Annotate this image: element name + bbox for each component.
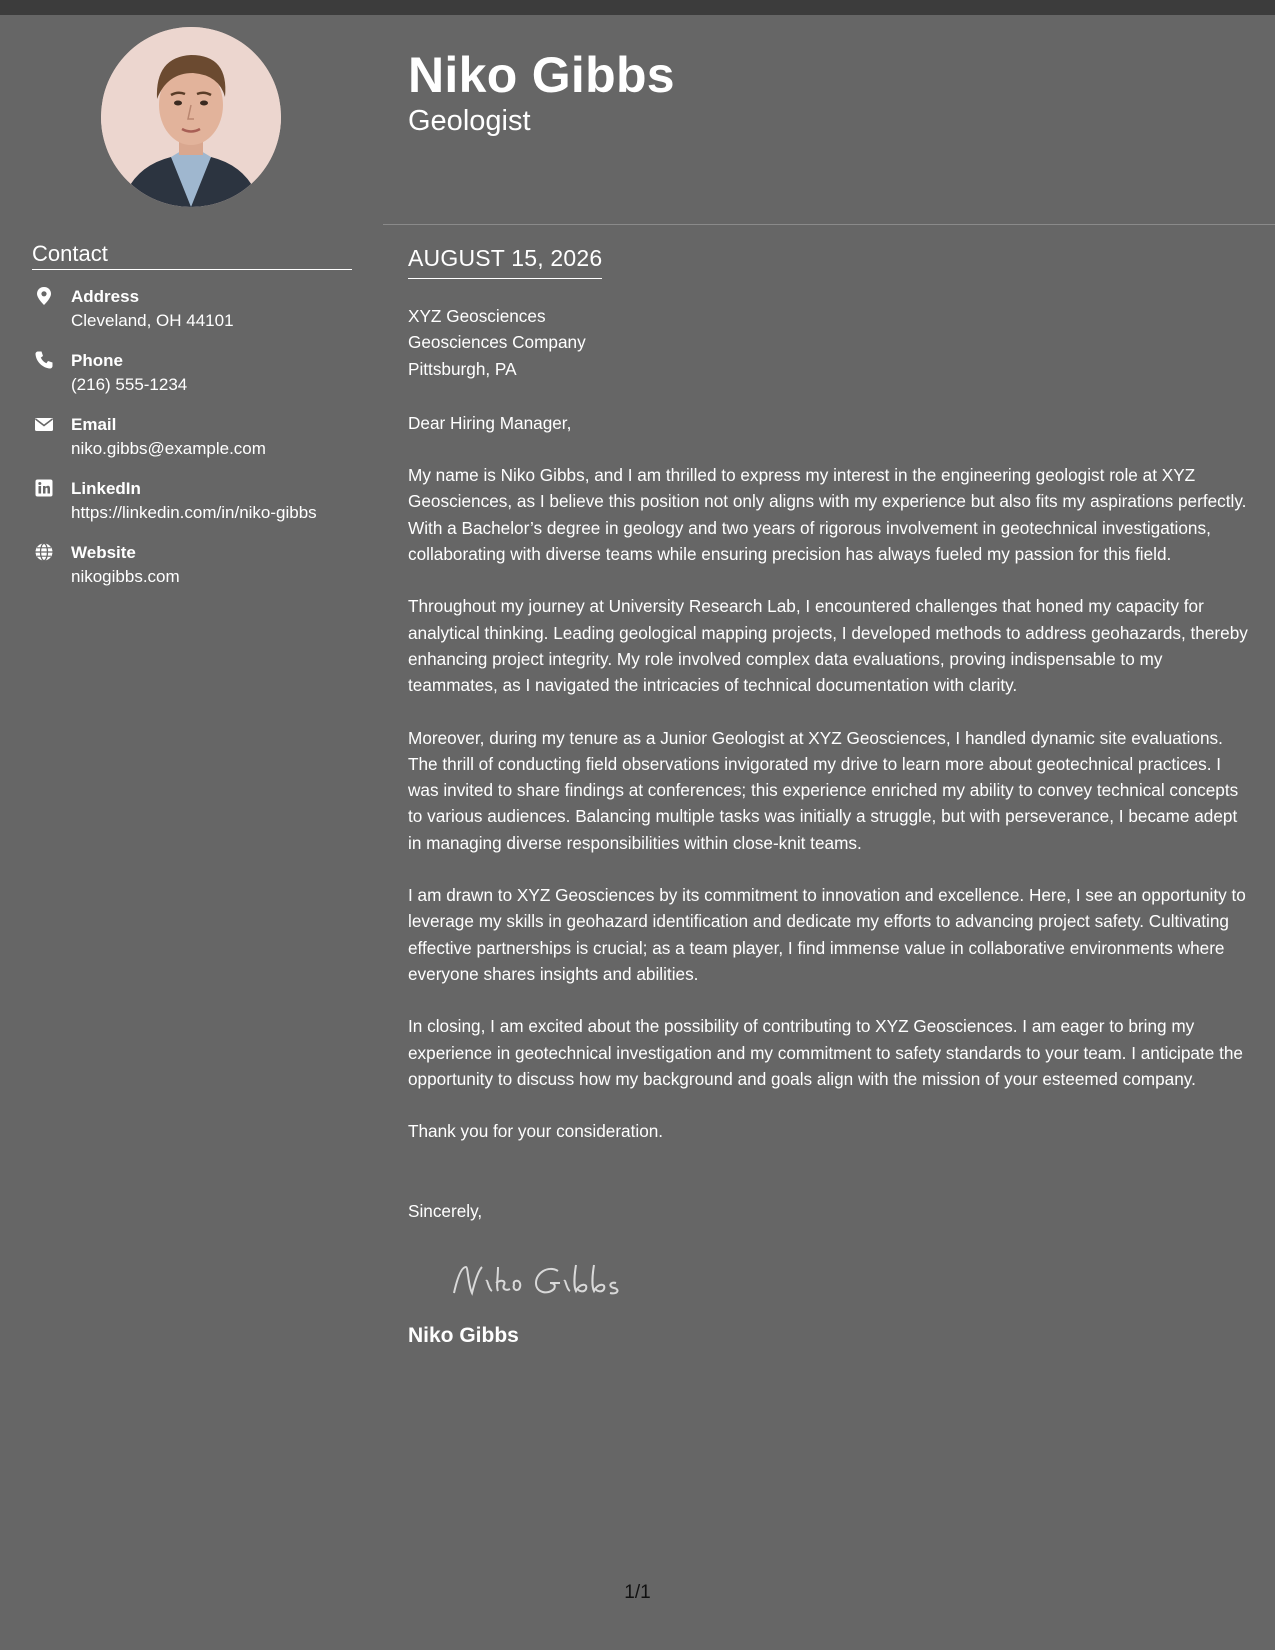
contact-label: Website: [71, 543, 136, 562]
recipient-line: Pittsburgh, PA: [408, 358, 517, 379]
signature: [448, 1255, 1248, 1305]
letter-paragraph: In closing, I am excited about the possibility of contributing to XYZ Geosciences. I am eager to bring my experience in geotechnical investigation and my commitment to safety standards to your team. I anticipate the opportunity to discuss how my background and goals align with the mission of your esteemed company.: [408, 1016, 1243, 1089]
letter-date: AUGUST 15, 2026: [408, 243, 602, 279]
letter-paragraph: Thank you for your consideration.: [408, 1121, 664, 1142]
avatar: [101, 27, 281, 207]
signed-name: Niko Gibbs: [408, 1323, 519, 1347]
contact-address: [32, 285, 352, 333]
recipient-line: XYZ Geosciences: [408, 306, 546, 326]
applicant-role: Geologist: [408, 105, 531, 137]
contact-value[interactable]: nikogibbs.com: [71, 567, 180, 586]
contact-value: niko.gibbs@example.com: [71, 439, 266, 458]
page-number: 1/1: [624, 1582, 651, 1603]
contact-website: [32, 541, 352, 589]
closing: Sincerely,: [408, 1201, 483, 1222]
profile-photo: [101, 27, 281, 207]
contact-heading: Contact: [32, 241, 352, 270]
recipient-line: Geosciences Company: [408, 332, 586, 353]
linkedin-icon: [34, 478, 54, 498]
header-divider: [383, 224, 1275, 225]
contact-email: [32, 413, 352, 461]
globe-icon: [34, 542, 54, 562]
letter-paragraph: I am drawn to XYZ Geosciences by its commitment to innovation and excellence. Here, I see an opportunity to leverage my skills in geohazard identification and dedicate my efforts to advancing project safety. Cultivating effective partnerships is crucial; as a team player, I find immense value in collaborative environments where everyone shares insights and abilities.: [408, 885, 1246, 984]
envelope-icon: [34, 414, 54, 434]
contact-label: LinkedIn: [71, 479, 141, 498]
contact-value: Cleveland, OH 44101: [71, 311, 234, 330]
top-bar: [0, 0, 1275, 15]
salutation: Dear Hiring Manager,: [408, 412, 572, 433]
location-pin-icon: [34, 286, 54, 306]
letter-paragraph: Moreover, during my tenure as a Junior Geologist at XYZ Geosciences, I handled dynamic site evaluations. The thrill of conducting field observations invigorated my drive to learn more about geotechnical practices. I was invited to share findings at conferences; this experience enriched my ability to convey technical concepts to various audiences. Balancing multiple tasks was initially a struggle, but with perseverance, I became adept in managing diverse responsibilities within close-knit teams.: [408, 727, 1239, 853]
applicant-name: Niko Gibbs: [408, 47, 675, 103]
contact-value: (216) 555-1234: [71, 375, 188, 394]
letter-paragraph: My name is Niko Gibbs, and I am thrilled to express my interest in the engineering geologist role at XYZ Geosciences, as I believe this position not only aligns with my experience but also fits my aspirations perfectly. With a Bachelor’s degree in geology and two years of rigorous involvement in geotechnical investigations, collaborating with diverse teams while ensuring precision has always fueled my passion for this field.: [408, 465, 1247, 565]
contact-label: Address: [71, 287, 140, 306]
letter-body: [408, 303, 1248, 1349]
contact-phone: [32, 349, 352, 397]
recipient-block: [408, 303, 1248, 382]
contact-label: Email: [71, 415, 117, 434]
handwritten-signature: [448, 1255, 648, 1305]
letter-paragraph: Throughout my journey at University Research Lab, I encountered challenges that honed my capacity for analytical thinking. Leading geological mapping projects, I developed methods to address geohazards, thereby enhancing project integrity. My role involved complex data evaluations, proving indispensable to my teammates, as I navigated the intricacies of technical documentation with clarity.: [408, 596, 1248, 696]
contact-linkedin: [32, 477, 352, 525]
cover-letter-page: [0, 15, 1275, 1650]
contact-list: [32, 285, 352, 605]
phone-icon: [34, 350, 54, 370]
contact-value[interactable]: https://linkedin.com/in/niko-gibbs: [71, 503, 317, 522]
contact-label: Phone: [71, 351, 123, 370]
